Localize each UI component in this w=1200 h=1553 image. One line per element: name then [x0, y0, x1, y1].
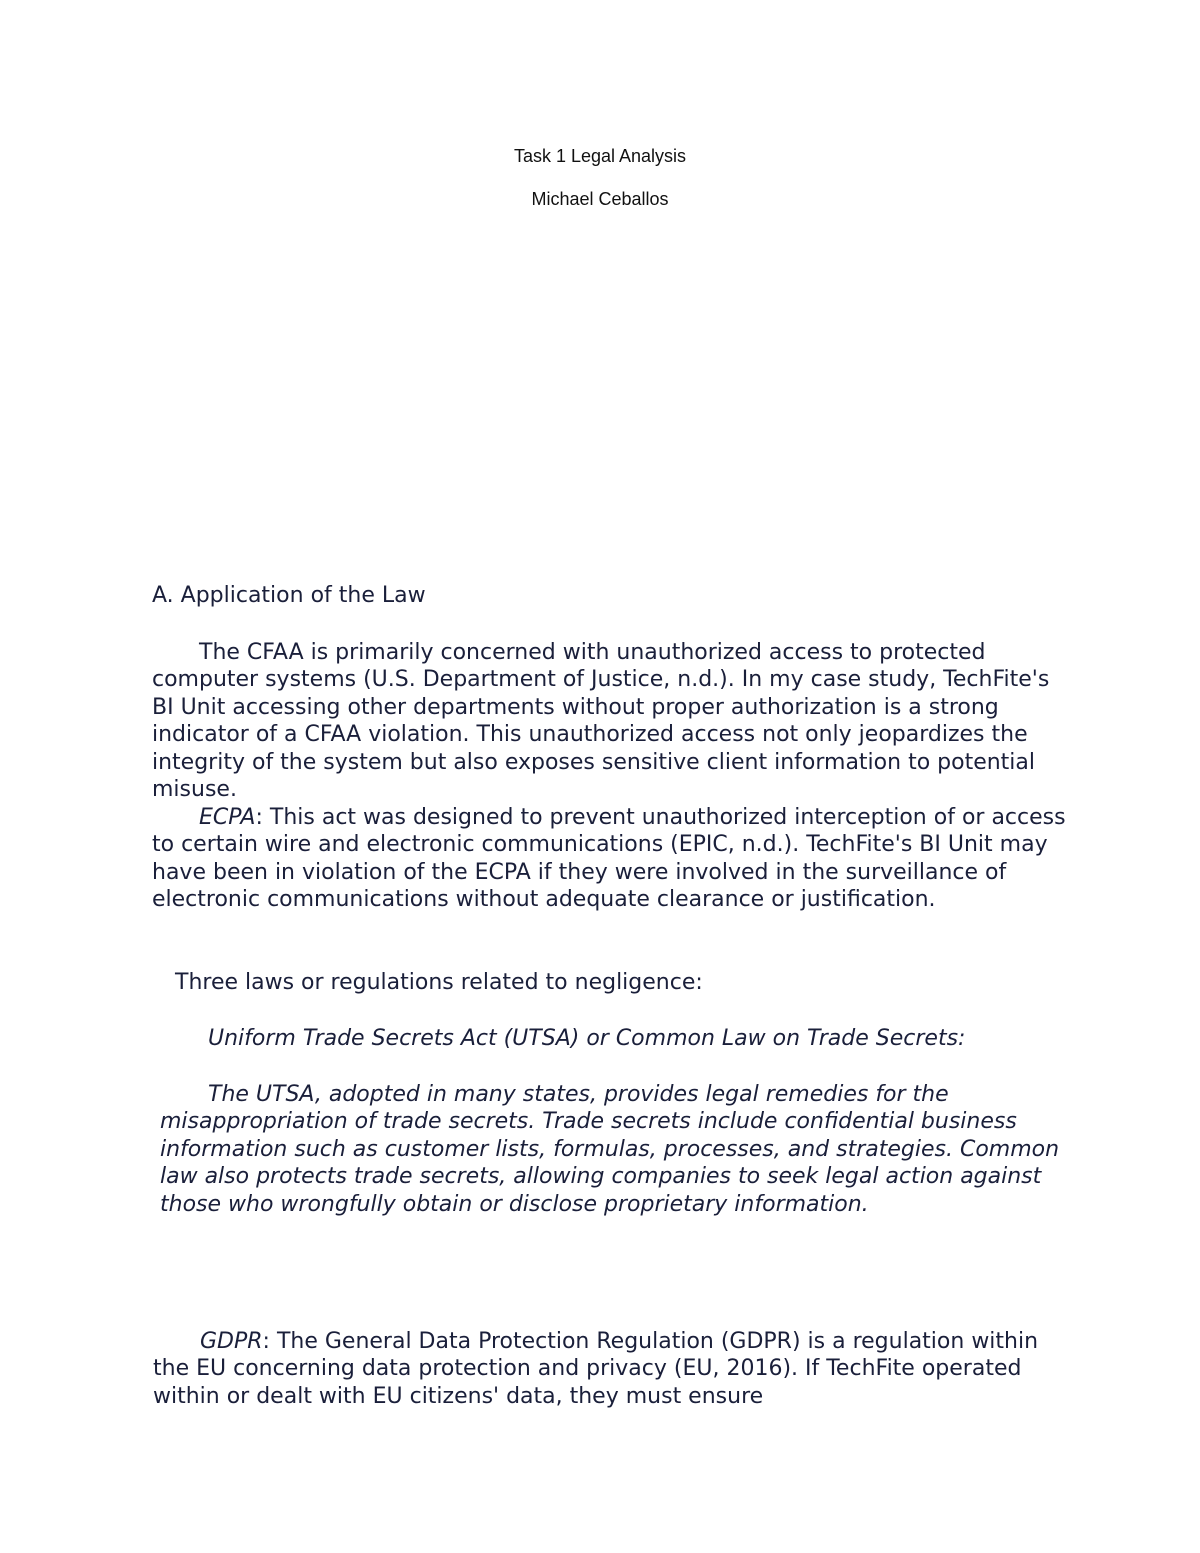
document-title: Task 1 Legal Analysis [513, 146, 687, 166]
ecpa-text: : This act was designed to prevent unauthorized interception of or access to certain wire and electronic communications (EPIC, n.d.). TechFite's BI Unit may have been in violation of the ECPA if they were involved in the surveillance of electronic communications without adequate clearance or justification. [152, 805, 1066, 913]
utsa-paragraph: The UTSA, adopted in many states, provides legal remedies for the misappropriation of trade secrets. Trade secrets include confidential business information such as customer lists, formulas, processes, and strategies. Common law also protects trade secrets, allowing companies to seek legal action against those who wrongfully obtain or disclose proprietary information. [160, 1082, 1060, 1217]
ecpa-paragraph [152, 804, 1072, 914]
cfaa-paragraph: The CFAA is primarily concerned with unauthorized access to protected computer systems (U.S. Department of Justice, n.d.). In my case study, TechFite's BI Unit accessing other departments without proper authorization is a strong indicator of a CFAA violation. This unauthorized access not only jeopardizes the integrity of the system but also exposes sensitive client information to potential misuse. [152, 640, 1050, 803]
gdpr-paragraph [153, 1328, 1073, 1410]
negligence-intro: Three laws or regulations related to negligence: [175, 970, 703, 995]
gdpr-label: GDPR [200, 1329, 263, 1354]
gdpr-text: : The General Data Protection Regulation (GDPR) is a regulation within the EU concerning data protection and privacy (EU, 2016). If TechFite operated within or dealt with EU citizens' data, they must ensure [153, 1329, 1039, 1409]
section-heading: A. Application of the Law [152, 583, 426, 608]
utsa-heading: Uniform Trade Secrets Act (UTSA) or Common Law on Trade Secrets: [208, 1026, 966, 1051]
document-author: Michael Ceballos [531, 189, 669, 209]
ecpa-label: ECPA [199, 805, 256, 830]
